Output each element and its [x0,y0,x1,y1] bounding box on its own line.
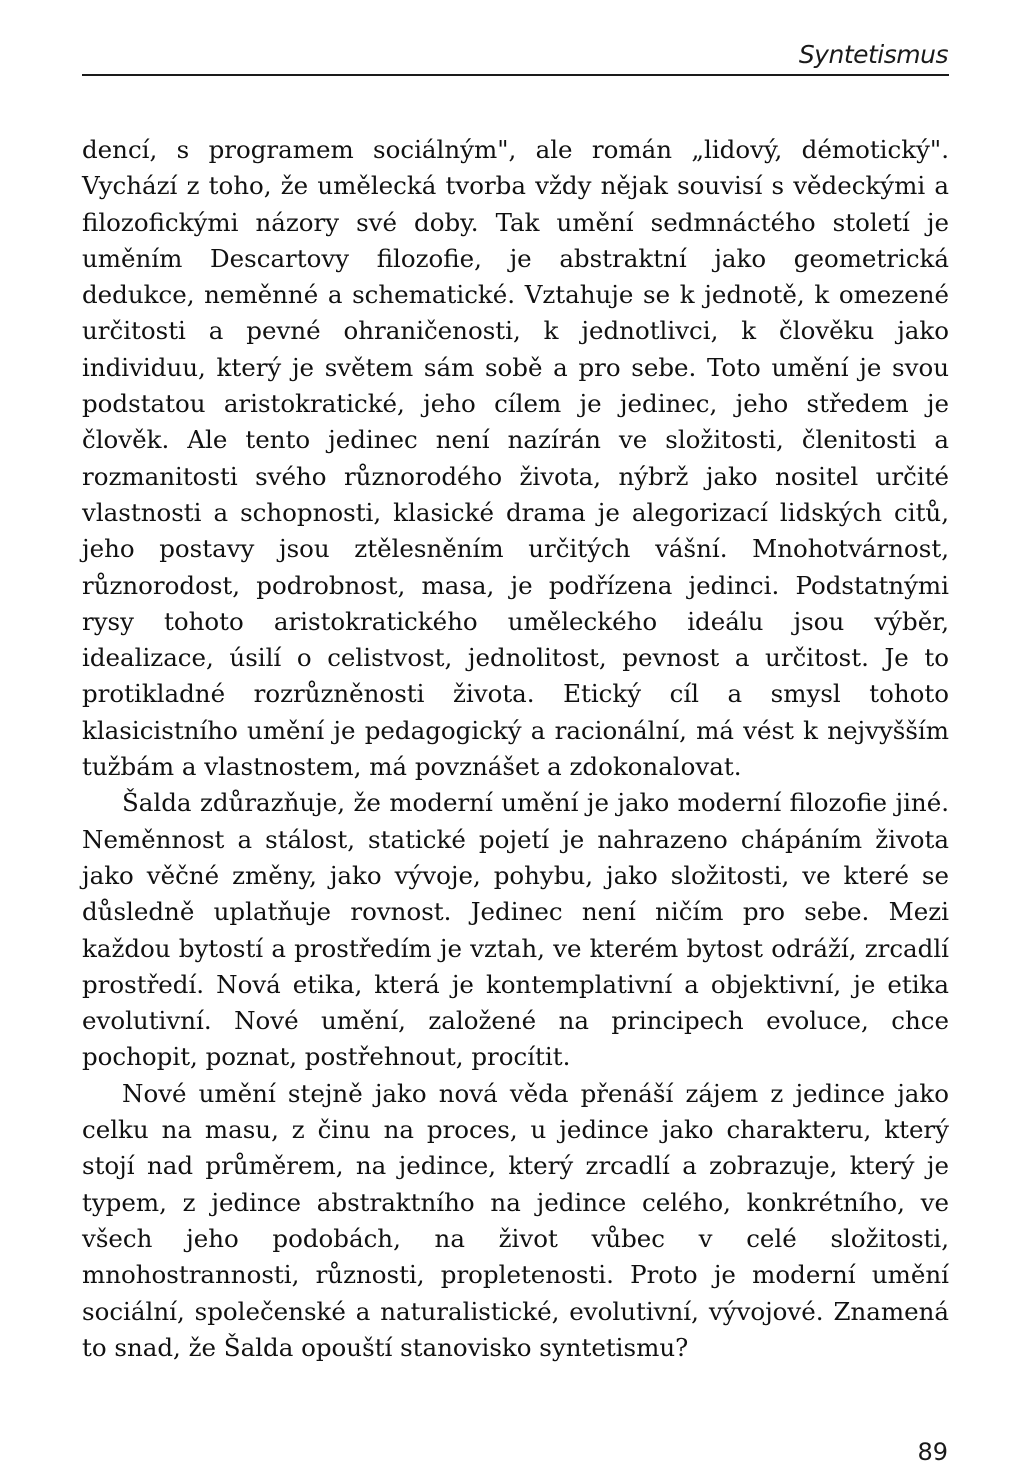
page-number: 89 [917,1438,948,1466]
header-rule [82,74,949,76]
body-text [82,132,949,1366]
paragraph-salda-moderni: Šalda zdůrazňuje, že moderní umění je jako moderní filozofie jiné. Neměnnost a stálost, statické pojetí je nahrazeno chápáním života jako věčné změny, jako vývoje, pohybu, jako složitosti, ve které se důsledně uplatňuje rovnost. Jedinec není ničím pro sebe. Mezi každou bytostí a prostředím je vztah, ve kterém bytost odráží, zrcadlí prostředí. Nová etika, která je kontemplativní a objektivní, je etika evolutivní. Nové umění, založené na principech evoluce, chce pochopit, poznat, postřehnout, procítit. [82,788,949,1072]
paragraph-nove-umeni: Nové umění stejně jako nová věda přenáší zájem z jedince jako celku na masu, z činu na proces, u jedince jako charakteru, který stojí nad průměrem, na jedince, který zrcadlí a zobrazuje, který je typem, z jedince abstraktního na jedince celého, konkrétního, ve všech jeho podobách, na život vůbec v celé složitosti, mnohostrannosti, různosti, propletenosti. Proto je moderní umění sociální, společenské a naturalistické, evolutivní, vývojové. Znamená to snad, že Šalda opouští stanovisko syntetismu? [82,1078,949,1362]
running-head: Syntetismus [798,40,948,69]
paragraph-continued: dencí, s programem sociálným", ale román „lidový, démotický". Vychází z toho, že umělecká tvorba vždy nějak souvisí s vědeckými a filozofickými názory své doby. Tak umění sedmnáctého století je uměním Descartovy filozofie, je abstraktní jako geometrická dedukce, neměnné a schematické. Vztahuje se k jednotě, k omezené určitosti a pevné ohraničenosti, k jednotlivci, k člověku jako individuu, který je světem sám sobě a pro sebe. Toto umění je svou podstatou aristokratické, jeho cílem je jedinec, jeho středem je člověk. Ale tento jedinec není nazírán ve složitosti, členitosti a rozmanitosti svého různorodého života, nýbrž jako nositel určité vlastnosti a schopnosti, klasické drama je alegorizací lidských citů, jeho postavy jsou ztělesněním určitých vášní. Mnohotvárnost, různorodost, podrobnost, masa, je podřízena jedinci. Podstatnými rysy tohoto aristokratického uměleckého ideálu jsou výběr, idealizace, úsilí o celistvost, jednolitost, pevnost a určitost. Je to protikladné rozrůzněnosti života. Etický cíl a smysl tohoto klasicistního umění je pedagogický a racionální, má vést k nejvyšším tužbám a vlastnostem, má povznášet a zdokonalovat. [82,135,949,782]
